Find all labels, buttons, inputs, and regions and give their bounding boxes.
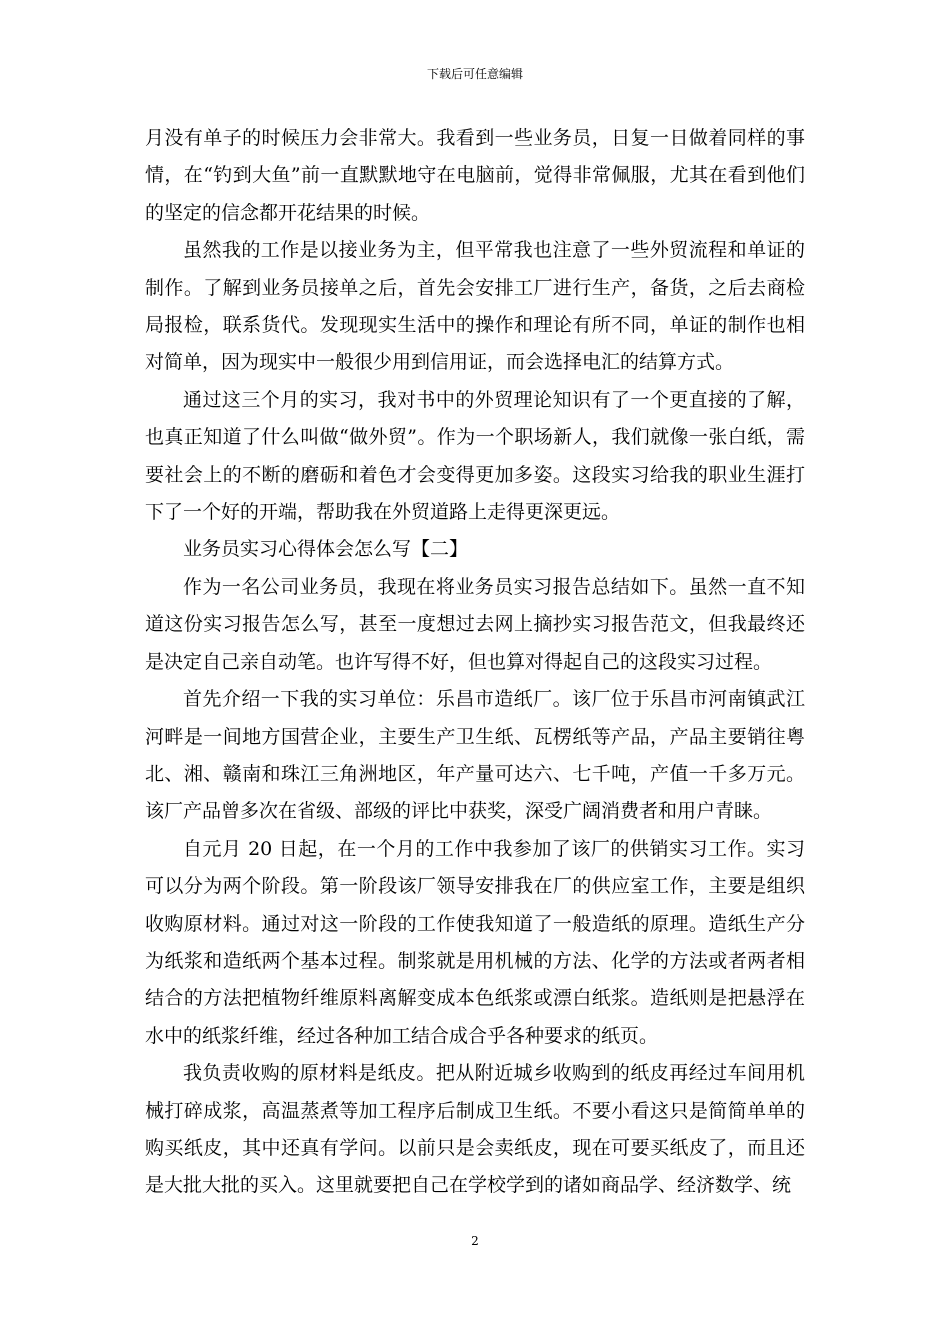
page-number: 2 <box>471 1234 479 1248</box>
paragraph-continuation: 月没有单子的时候压力会非常大。我看到一些业务员，日复一日做着同样的事情，在“钓到大鱼”前一直默默地守在电脑前，觉得非常佩服，尤其在看到他们的坚定的信念都开花结果的时候。 <box>145 127 805 224</box>
document-body <box>145 120 805 1205</box>
paragraph: 自元月 20 日起，在一个月的工作中我参加了该厂的供销实习工作。实习可以分为两个阶段。第一阶段该厂领导安排我在厂的供应室工作，主要是组织收购原材料。通过对这一阶段的工作使我知道了一般造纸的原理。造纸生产分为纸浆和造纸两个基本过程。制浆就是用机械的方法、化学的方法或者两者相结合的方法把植物纤维原料离解变成本色纸浆或漂白纸浆。造纸则是把悬浮在水中的纸浆纤维，经过各种加工结合成合乎各种要求的纸页。 <box>145 837 805 1047</box>
page-header: 下载后可任意编辑 <box>426 67 523 81</box>
paragraph: 通过这三个月的实习，我对书中的外贸理论知识有了一个更直接的了解，也真正知道了什么叫做“做外贸”。作为一个职场新人，我们就像一张白纸，需要社会上的不断的磨砺和着色才会变得更加多姿。这段实习给我的职业生涯打下了一个好的开端，帮助我在外贸道路上走得更深更远。 <box>145 388 805 524</box>
paragraph: 首先介绍一下我的实习单位：乐昌市造纸厂。该厂位于乐昌市河南镇武江河畔是一间地方国营企业，主要生产卫生纸、瓦楞纸等产品，产品主要销往粤北、湘、赣南和珠江三角洲地区，年产量可达六、七千吨，产值一千多万元。该厂产品曾多次在省级、部级的评比中获奖，深受广阔消费者和用户青睐。 <box>145 688 805 823</box>
paragraph: 作为一名公司业务员，我现在将业务员实习报告总结如下。虽然一直不知道这份实习报告怎么写，甚至一度想过去网上摘抄实习报告范文，但我最终还是决定自己亲自动笔。也许写得不好，但也算对得起自己的这段实习过程。 <box>145 575 805 673</box>
paragraph: 虽然我的工作是以接业务为主，但平常我也注意了一些外贸流程和单证的制作。了解到业务员接单之后，首先会安排工厂进行生产，备货，之后去商检局报检，联系货代。发现现实生活中的操作和理论有所不同，单证的制作也相对简单，因为现实中一般很少用到信用证，而会选择电汇的结算方式。 <box>145 239 805 374</box>
paragraph: 我负责收购的原材料是纸皮。把从附近城乡收购到的纸皮再经过车间用机械打碎成浆，高温蒸煮等加工程序后制成卫生纸。不要小看这只是简简单单的购买纸皮，其中还真有学问。以前只是会卖纸皮，现在可要买纸皮了，而且还是大批大批的买入。这里就要把自己在学校学到的诸如商品学、经济数学、统 <box>145 1062 805 1197</box>
section-heading: 业务员实习心得体会怎么写【二】 <box>183 538 469 561</box>
